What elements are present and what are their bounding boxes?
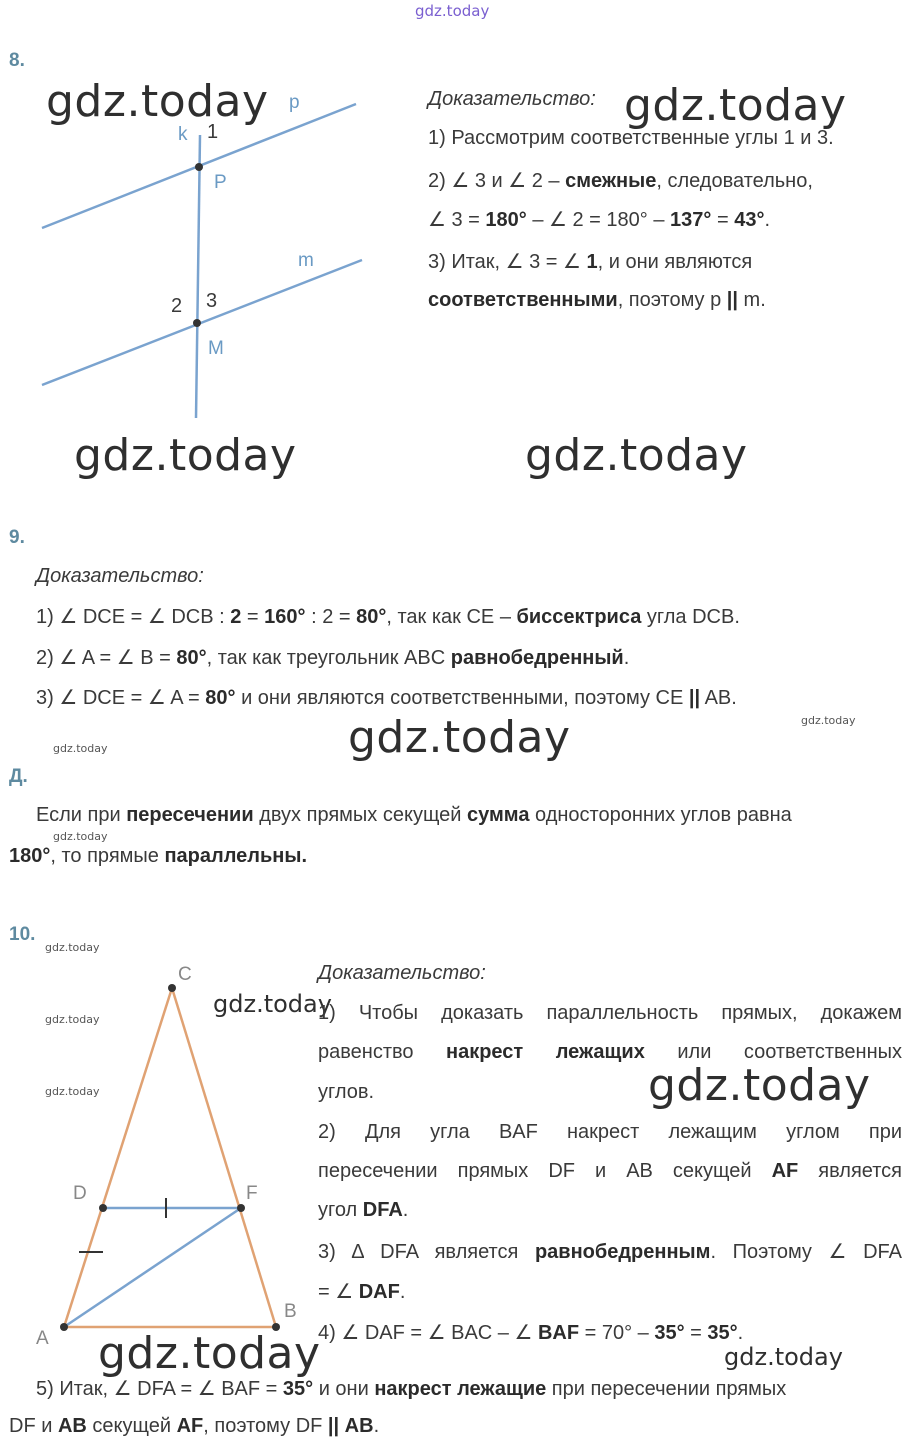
task-10-line-1: 1) Чтобы доказать параллельность прямых, докажем [318,1002,902,1024]
label-m: m [298,250,314,271]
task-d-number: Д. [9,766,28,787]
label-M: M [208,338,224,359]
task-8-proof-title: Доказательство: [428,88,596,110]
task-10-line-7: 3) Δ DFA является равнобедренным. Поэтому ∠ DFA [318,1241,902,1263]
label-C: C [178,964,192,985]
watermark: gdz.today [624,80,847,131]
task-9-line-1: 1) ∠ DCE = ∠ DCB : 2 = 160° : 2 = 80°, так как CE – биссектриса угла DCB. [36,606,740,628]
label-D: D [73,1183,87,1204]
point-A [60,1323,68,1331]
label-p: p [289,92,300,113]
watermark: gdz.today [45,941,100,954]
task-9-line-2: 2) ∠ A = ∠ B = 80°, так как треугольник ABC равнобедренный. [36,647,630,669]
watermark: gdz.today [724,1343,843,1371]
watermark: gdz.today [348,712,571,763]
task-8-line-5: соответственными, поэтому p || m. [428,289,766,311]
watermark: gdz.today [648,1060,871,1111]
task-10-line-8: = ∠ DAF. [318,1281,406,1303]
line-k [196,135,200,418]
task-8-line-3: ∠ 3 = 180° – ∠ 2 = 180° – 137° = 43°. [428,209,771,231]
label-3: 3 [206,290,218,312]
side-BC [172,988,276,1327]
task-8-line-4: 3) Итак, ∠ 3 = ∠ 1, и они являются [428,251,753,273]
task-10-line-3: углов. [318,1081,375,1103]
task-10-number: 10. [9,924,36,945]
segment-AF [64,1208,241,1327]
task-8-number: 8. [9,50,25,71]
point-P [195,163,203,171]
label-F: F [246,1183,258,1204]
point-F [237,1204,245,1212]
task-10-line-2: равенство накрест лежащих или соответственных [318,1041,903,1063]
watermark: gdz.today [801,714,856,727]
task-10-line-6: угол DFA. [318,1199,409,1221]
watermark: gdz.today [98,1328,321,1379]
label-2: 2 [171,295,183,317]
watermark: gdz.today [46,76,269,127]
watermark: gdz.today [53,742,108,755]
side-AC [64,988,172,1327]
watermark: gdz.today [525,430,748,481]
task-d-line-2: 180°, то прямые параллельны. [9,845,307,867]
task-8-line-2: 2) ∠ 3 и ∠ 2 – смежные, следовательно, [428,170,813,192]
watermark: gdz.today [74,430,297,481]
line-m [42,260,362,385]
task-d-line-1: Если при пересечении двух прямых секущей сумма односторонних углов равна [36,804,792,826]
label-P: P [214,172,227,193]
point-C [168,984,176,992]
task-10-line-11: DF и AB секущей AF, поэтому DF || AB. [9,1415,380,1437]
task-9-number: 9. [9,527,25,548]
label-1: 1 [207,121,219,143]
label-B: B [284,1301,297,1322]
point-D [99,1204,107,1212]
watermark: gdz.today [213,990,332,1018]
task-10-line-4: 2) Для угла BAF накрест лежащим углом при [318,1121,902,1143]
watermark: gdz.today [45,1013,100,1026]
task-10-line-5: пересечении прямых DF и AB секущей AF является [318,1160,902,1182]
task-10-proof-title: Доказательство: [318,962,486,984]
watermark-top: gdz.today [415,2,490,20]
label-k: k [178,124,188,145]
point-M [193,319,201,327]
task-8-line-1: 1) Рассмотрим соответственные углы 1 и 3. [428,127,834,149]
watermark: gdz.today [45,1085,100,1098]
task-9-line-3: 3) ∠ DCE = ∠ A = 80° и они являются соответственными, поэтому CE || AB. [36,687,737,709]
label-A: A [36,1328,49,1349]
task-9-proof-title: Доказательство: [36,565,204,587]
task-10-line-9: 4) ∠ DAF = ∠ BAC – ∠ BAF = 70° – 35° = 35°. [318,1322,744,1344]
watermark: gdz.today [53,830,108,843]
task-10-line-10: 5) Итак, ∠ DFA = ∠ BAF = 35° и они накрест лежащие при пересечении прямых [36,1378,787,1400]
